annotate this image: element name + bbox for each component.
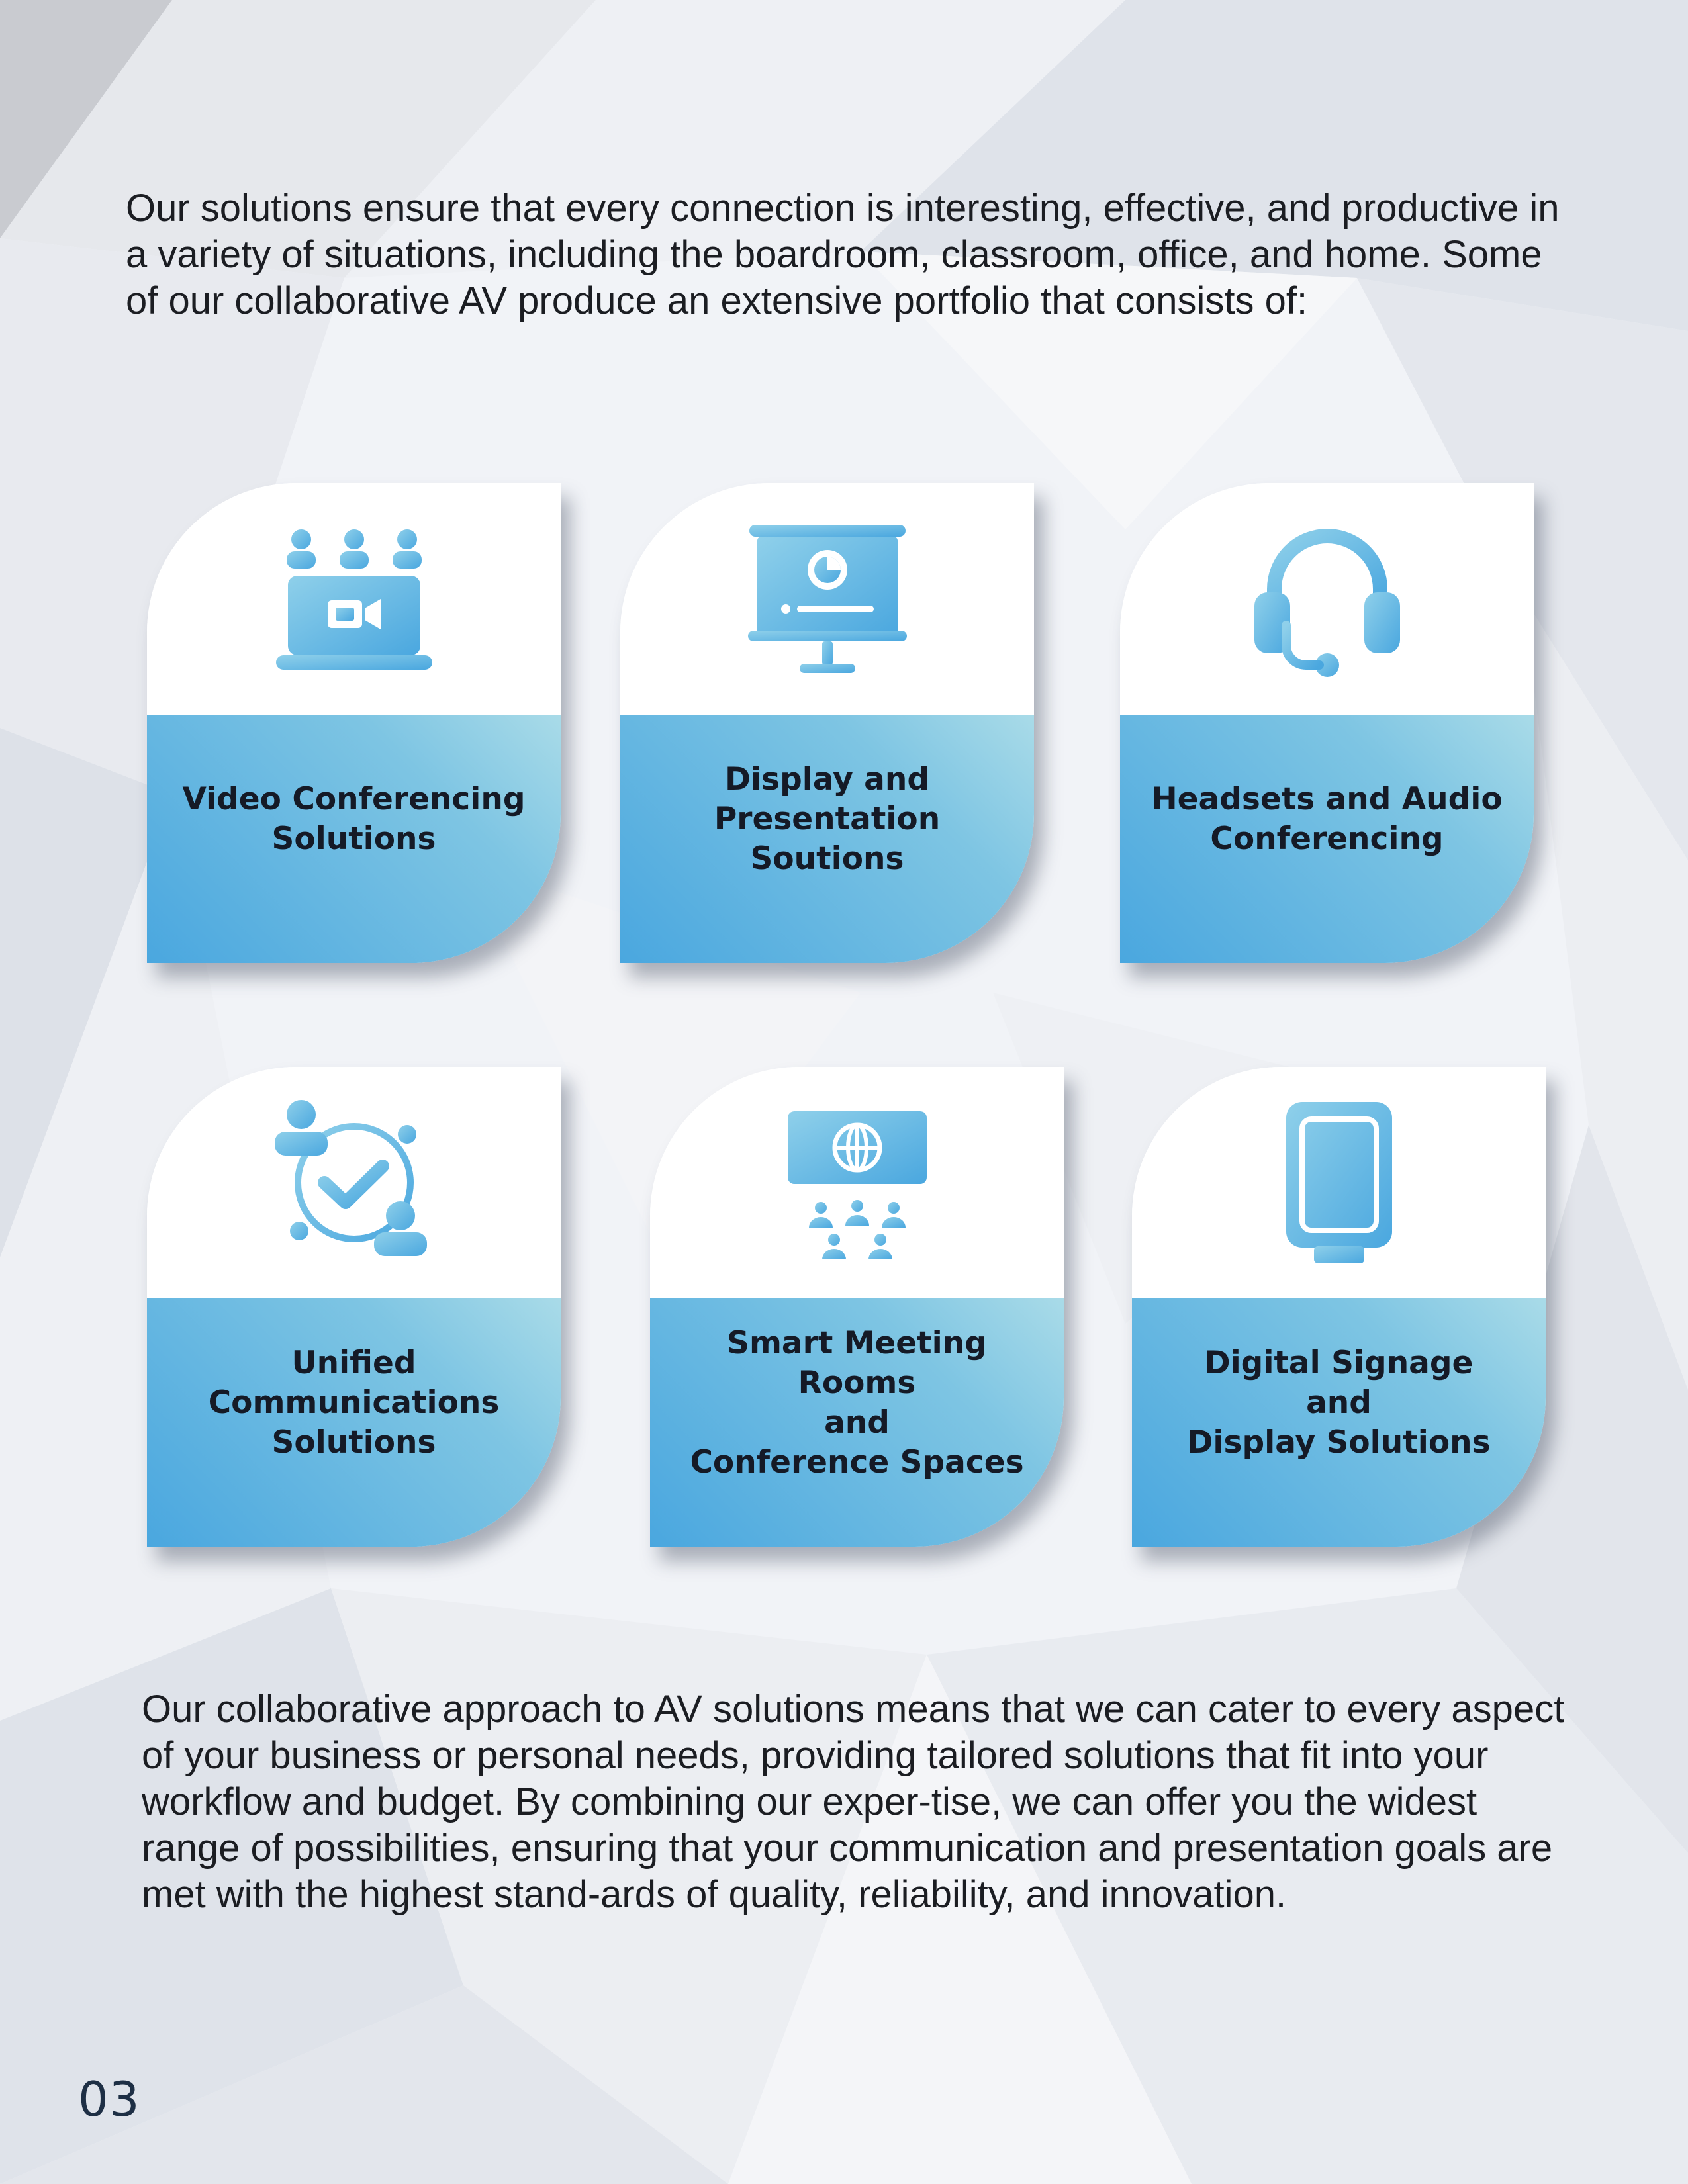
- digital-signage-icon: [1273, 1097, 1405, 1269]
- card-video-conferencing[interactable]: [147, 483, 561, 963]
- card-icon-area: [620, 483, 1034, 715]
- card-icon-area: [1120, 483, 1534, 715]
- card-title: Smart Meeting Rooms and Conference Spaces: [690, 1324, 1024, 1480]
- card-icon-area: [147, 1067, 561, 1298]
- card-display-presentation[interactable]: [620, 483, 1034, 963]
- card-title: Headsets and Audio Conferencing: [1151, 780, 1503, 857]
- page-number: 03: [78, 2071, 140, 2127]
- card-smart-meeting-rooms[interactable]: [650, 1067, 1064, 1547]
- headset-icon: [1248, 520, 1407, 678]
- card-title: Display and Presentation Soutions: [714, 760, 941, 877]
- card-label-area: [620, 715, 1034, 963]
- card-title: Video Conferencing Solutions: [182, 780, 526, 857]
- card-label-area: [147, 715, 561, 963]
- card-label-area: [650, 1298, 1064, 1547]
- outro-paragraph: Our collaborative approach to AV solutions means that we can cater to every aspect of your business or personal needs, providing tailored solutions that fit into your workflow and budget. By combining our exper-tise, we can offer you the widest range of possibilities, ensuring that your communication and presentation goals are met with the highest stand-ards of quality, reliability, and innovation.: [142, 1688, 1565, 1916]
- intro-paragraph: Our solutions ensure that every connection is interesting, effective, and productive in a variety of situations, including the boardroom, classroom, office, and home. Some of our collaborative AV produce an extensive portfolio that consists of:: [126, 187, 1560, 322]
- card-icon-area: [650, 1067, 1064, 1298]
- video-conference-icon: [275, 520, 434, 678]
- meeting-room-icon: [781, 1103, 933, 1262]
- card-title: Digital Signage and Display Solutions: [1187, 1344, 1491, 1461]
- card-icon-area: [147, 483, 561, 715]
- card-unified-communications[interactable]: [147, 1067, 561, 1547]
- card-label-area: [147, 1298, 561, 1547]
- card-title: Unified Communications Solutions: [208, 1344, 500, 1461]
- card-label-area: [1132, 1298, 1546, 1547]
- card-icon-area: [1132, 1067, 1546, 1298]
- card-label-area: [1120, 715, 1534, 963]
- card-digital-signage[interactable]: [1132, 1067, 1546, 1547]
- presentation-screen-icon: [748, 520, 907, 678]
- unified-communications-icon: [271, 1100, 437, 1265]
- card-headsets-audio[interactable]: [1120, 483, 1534, 963]
